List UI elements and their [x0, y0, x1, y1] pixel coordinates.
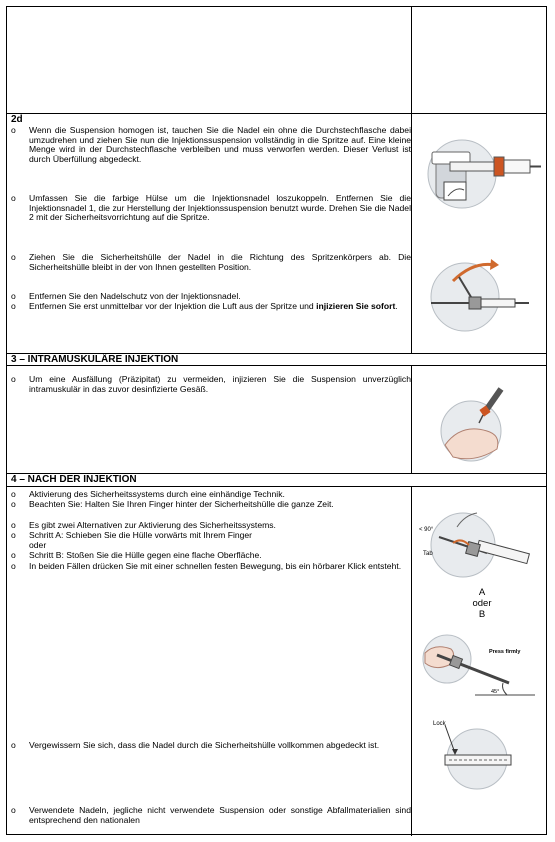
press-firmly-label: Press firmly — [489, 649, 521, 655]
item-text: Umfassen Sie die farbige Hülse um die Injektionsnadel loszukoppeln. Entfernen Sie die Injektionsnadel 1, die zur Herstellung der Injektionssuspension benutzt wurde. Drehen Sie die Nadel 2 mit der Sicherheitsvorrichtung auf die Spritze. — [29, 193, 411, 223]
instruction-table — [6, 6, 547, 835]
item-text: Es gibt zwei Alternativen zur Aktivierung des Sicherheitssystems. — [29, 520, 276, 530]
activation-illustration — [417, 507, 537, 583]
bullet-icon: o — [11, 125, 16, 135]
bullet-icon: o — [11, 805, 16, 815]
list-item — [11, 741, 411, 751]
list-item — [11, 551, 411, 561]
bullet-icon: o — [11, 740, 16, 750]
item-text: Wenn die Suspension homogen ist, tauchen Sie die Nadel ein ohne die Durchstechflasche dabei umzudrehen und ziehen Sie nun die Injektionssuspension vollständig in die Spritze auf. Eine kleine Menge wird in der Durchstechflasche verbleiben und muss verworfen werden. Dieser Verlust ist durch Überfüllung abgedeckt. — [29, 125, 411, 164]
lock-label: Lock — [433, 721, 446, 727]
item-text: Entfernen Sie den Nadelschutz von der Injektionsnadel. — [29, 291, 241, 301]
bullet-icon: o — [11, 374, 16, 384]
bullet-icon: o — [11, 499, 16, 509]
item-text-bold: injizieren Sie sofort — [316, 301, 396, 311]
tab-label: Tab — [423, 551, 433, 557]
bullet-icon: o — [11, 550, 16, 560]
bullet-icon: o — [11, 193, 16, 203]
column-divider — [411, 365, 412, 473]
item-text: Um eine Ausfällung (Präzipitat) zu vermeiden, injizieren Sie die Suspension unverzüglich intramuskulär in das zuvor desinfizierte Gesäß. — [29, 374, 411, 394]
lock-illustration — [425, 717, 529, 793]
injection-illustration — [435, 383, 525, 465]
bullet-icon: o — [11, 489, 16, 499]
item-text: Schritt A: Schieben Sie die Hülle vorwärts mit Ihrem Finger — [29, 530, 253, 540]
item-text: Beachten Sie: Halten Sie Ihren Finger hinter der Sicherheitshülle die ganze Zeit. — [29, 499, 334, 509]
section-3-heading: 3 – INTRAMUSKULÄRE INJEKTION — [11, 354, 179, 365]
list-item — [11, 126, 411, 164]
angle-lt90-label: < 90° — [419, 527, 434, 533]
section-2d-heading: 2d — [11, 114, 23, 125]
bullet-icon: o — [11, 291, 16, 301]
item-text — [29, 302, 411, 312]
item-text-part: . — [395, 301, 398, 311]
list-item — [11, 562, 411, 572]
syringe-vial-illustration — [420, 132, 544, 212]
row-divider — [7, 486, 546, 487]
list-item — [11, 253, 411, 272]
item-text: Aktivierung des Sicherheitssystems durch eine einhändige Technik. — [29, 489, 285, 499]
column-divider — [411, 7, 412, 353]
bullet-icon: o — [11, 301, 16, 311]
angle-45-label: 45° — [491, 689, 500, 695]
item-text: Schritt B: Stoßen Sie die Hülle gegen eine flache Oberfläche. — [29, 550, 262, 560]
figure-label-oder: oder — [472, 598, 492, 609]
section-4-heading: 4 – NACH DER INJEKTION — [11, 474, 137, 485]
item-text: In beiden Fällen drücken Sie mit einer schnellen festen Bewegung, bis ein hörbarer Klick entsteht. — [29, 561, 402, 571]
item-text: oder — [29, 540, 47, 550]
list-item — [11, 194, 411, 223]
list-item — [11, 375, 411, 394]
press-firmly-illustration — [417, 631, 543, 701]
safety-sheath-illustration — [425, 255, 533, 335]
bullet-icon: o — [11, 520, 16, 530]
figure-label-a: A — [478, 587, 486, 598]
item-text: Vergewissern Sie sich, dass die Nadel durch die Sicherheitshülle vollkommen abgedeckt ist. — [29, 740, 380, 750]
item-text: Ziehen Sie die Sicherheitshülle der Nadel in die Richtung des Spritzenkörpers ab. Die Sicherheitshülle bleibt in der von Ihnen gestellten Position. — [29, 252, 411, 272]
bullet-icon: o — [11, 561, 16, 571]
bullet-icon: o — [11, 530, 16, 540]
list-item — [11, 302, 411, 312]
list-item — [11, 806, 411, 825]
row-divider — [7, 113, 546, 114]
column-divider — [411, 486, 412, 836]
item-text: Verwendete Nadeln, jegliche nicht verwendete Suspension oder sonstige Abfallmaterialien sind entsprechend den nationalen — [29, 805, 411, 825]
figure-label-b: B — [478, 609, 486, 620]
bullet-icon: o — [11, 252, 16, 262]
list-item — [11, 531, 411, 541]
item-text-part: Entfernen Sie erst unmittelbar vor der Injektion die Luft aus der Spritze und — [29, 301, 317, 311]
list-item — [11, 500, 411, 510]
